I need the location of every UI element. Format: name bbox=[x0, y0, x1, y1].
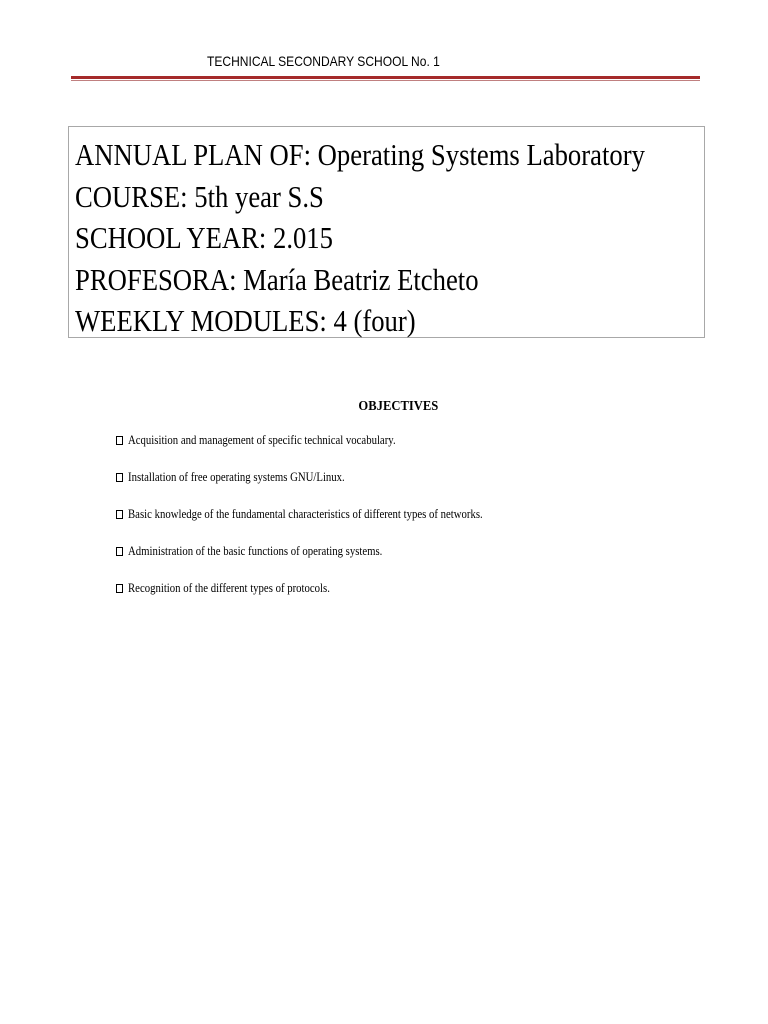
box-bullet-icon bbox=[116, 510, 123, 519]
objective-item bbox=[116, 433, 540, 470]
box-bullet-icon bbox=[116, 584, 123, 593]
objective-text: Recognition of the different types of protocols. bbox=[128, 581, 330, 595]
objectives-heading bbox=[0, 399, 768, 415]
objective-item bbox=[116, 470, 540, 507]
course-line: COURSE: 5th year S.S bbox=[75, 178, 324, 214]
plan-title: ANNUAL PLAN OF: Operating Systems Laboratory bbox=[75, 137, 645, 172]
objective-text: Installation of free operating systems GNU/Linux. bbox=[128, 470, 345, 484]
objectives-heading-text: OBJECTIVES bbox=[358, 399, 438, 414]
objective-item bbox=[116, 544, 540, 581]
teacher-line: PROFESORA: María Beatriz Etcheto bbox=[75, 261, 479, 297]
objective-text: Basic knowledge of the fundamental characteristics of different types of networks. bbox=[128, 507, 483, 521]
weekly-modules-line: WEEKLY MODULES: 4 (four) bbox=[75, 303, 416, 338]
plan-info-box bbox=[68, 126, 705, 338]
objective-item bbox=[116, 581, 540, 618]
objective-item bbox=[116, 507, 540, 544]
box-bullet-icon bbox=[116, 436, 123, 445]
box-bullet-icon bbox=[116, 473, 123, 482]
objective-text: Administration of the basic functions of operating systems. bbox=[128, 544, 383, 558]
header-divider-thick bbox=[71, 76, 700, 79]
header-divider-thin bbox=[71, 80, 700, 81]
header-divider bbox=[71, 76, 700, 82]
school-year-line: SCHOOL YEAR: 2.015 bbox=[75, 220, 333, 255]
objective-text: Acquisition and management of specific technical vocabulary. bbox=[128, 433, 396, 447]
school-header: TECHNICAL SECONDARY SCHOOL No. 1 bbox=[207, 53, 440, 69]
box-bullet-icon bbox=[116, 547, 123, 556]
objectives-list bbox=[116, 433, 540, 618]
